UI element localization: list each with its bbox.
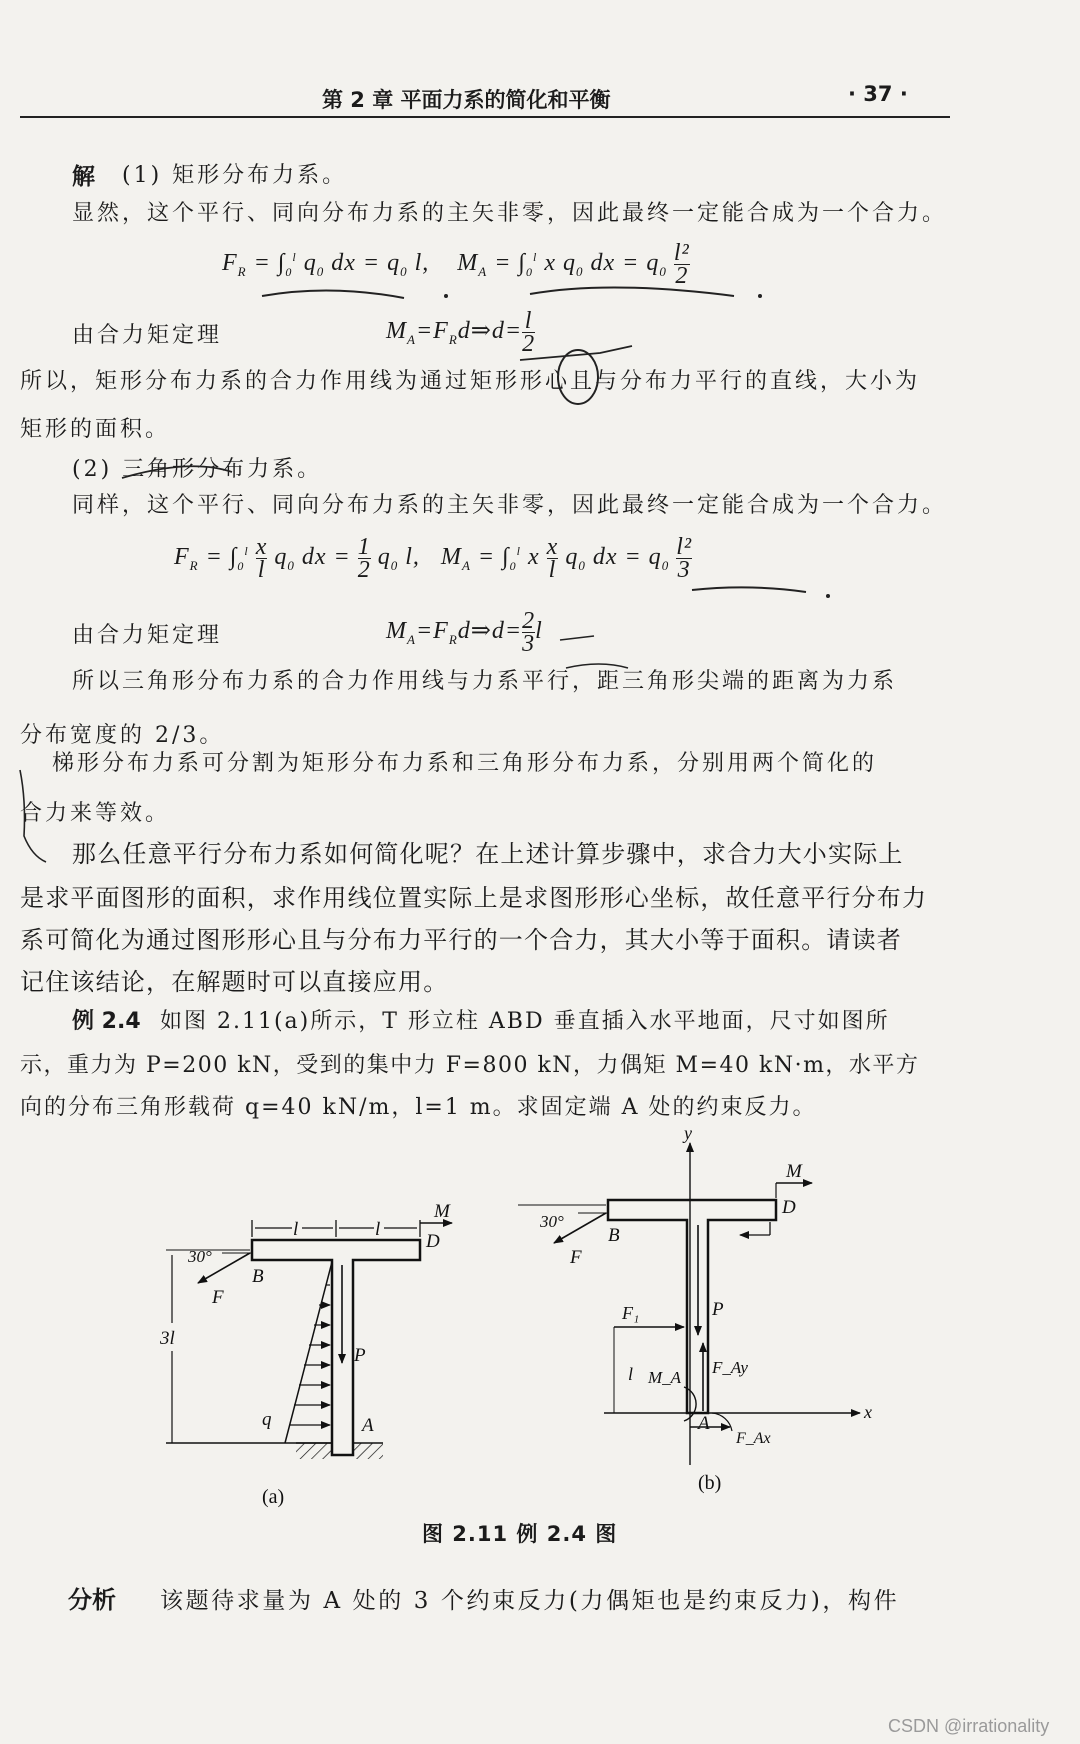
label-FAx: F_Ax [736, 1430, 771, 1447]
paragraph-6c: 系可简化为通过图形形心且与分布力平行的一个合力，其大小等于面积。请读者 [20, 926, 902, 954]
label-M-b: M [786, 1161, 802, 1182]
example-line-3: 向的分布三角形载荷 q=40 kN/m，l=1 m。求固定端 A 处的约束反力。 [20, 1095, 817, 1120]
solution-part-1: (1) 矩形分布力系。 [122, 163, 348, 188]
dim-l-1: l [293, 1219, 299, 1240]
example-line-2: 示，重力为 P=200 kN，受到的集中力 F=800 kN，力偶矩 M=40 kN·m，水平方 [20, 1053, 920, 1078]
paragraph-6d: 记住该结论，在解题时可以直接应用。 [20, 968, 449, 996]
label-A-a: A [362, 1415, 374, 1436]
label-b: (b) [698, 1472, 722, 1494]
label-P-a: P [354, 1345, 366, 1366]
label-F1: F₁ [622, 1303, 640, 1323]
figure-caption: 图 2.11 例 2.4 图 [422, 1522, 618, 1546]
analysis-text: 该题待求量为 A 处的 3 个约束反力(力偶矩也是约束反力)，构件 [160, 1588, 900, 1614]
label-B-a: B [252, 1266, 264, 1287]
solution-heading: 解 [72, 164, 98, 190]
paragraph-5b: 合力来等效。 [20, 801, 171, 826]
example-heading: 例 2.4 [72, 1009, 141, 1034]
csdn-watermark: CSDN @irrationality [888, 1716, 1050, 1736]
label-y: y [684, 1125, 692, 1143]
analysis-heading: 分析 [68, 1586, 116, 1614]
label-F-b: F [570, 1247, 582, 1268]
label-B-b: B [608, 1225, 620, 1246]
label-q: q [262, 1409, 272, 1430]
label-FAy: F_Ay [712, 1358, 748, 1377]
label-P-b: P [712, 1299, 724, 1320]
chapter-title: 第 2 章 平面力系的简化和平衡 [322, 88, 611, 112]
theorem-label-1: 由合力矩定理 [72, 323, 223, 348]
paragraph-6a: 那么任意平行分布力系如何简化呢？在上述计算步骤中，求合力大小实际上 [72, 840, 904, 868]
header-rule [20, 116, 950, 118]
figure-a [159, 1201, 452, 1508]
equation-1: $F_R = \int_0^l$ $q_0$ dx = $q_0$ l, $M_A = \int_0^l$ x $q_0$ dx = $q_0$ $\frac{\text{l²}}{2}$ [222, 240, 690, 289]
paragraph-6b: 是求平面图形的面积，求作用线位置实际上是求图形形心坐标，故任意平行分布力 [20, 884, 928, 912]
paragraph-1: 显然，这个平行、同向分布力系的主矢非零，因此最终一定能合成为一个合力。 [72, 201, 948, 226]
solution-part-2: (2) 三角形分布力系。 [72, 457, 323, 482]
paragraph-5a: 梯形分布力系可分割为矩形分布力系和三角形分布力系，分别用两个简化的 [52, 751, 878, 776]
paragraph-2a: 所以，矩形分布力系的合力作用线为通过矩形形心且与分布力平行的直线，大小为 [20, 369, 921, 394]
label-angle-b: 30° [540, 1212, 564, 1231]
figure-2-11 [0, 1125, 1080, 1555]
equation-2: $M_A=F_Rd\Rightarrow d=$ $\frac{l}{2}$ [386, 308, 536, 357]
t-column-a [252, 1240, 420, 1455]
paragraph-4a: 所以三角形分布力系的合力作用线与力系平行，距三角形尖端的距离为力系 [72, 669, 898, 694]
label-l-b: l [628, 1364, 634, 1384]
label-MA: M_A [648, 1368, 682, 1387]
label-F-a: F [212, 1287, 224, 1308]
equation-4: $M_A=F_Rd\Rightarrow d=$ $\frac{2}{3}$ l [386, 608, 543, 657]
page-number: · 37 · [848, 82, 908, 106]
dim-l-2: l [375, 1219, 381, 1240]
label-D-b: D [782, 1197, 796, 1218]
dim-3l: 3l [160, 1328, 175, 1349]
label-a: (a) [262, 1486, 285, 1508]
paragraph-2b: 矩形的面积。 [20, 417, 171, 442]
label-angle-a: 30° [188, 1247, 212, 1266]
paragraph-4b: 分布宽度的 2/3。 [20, 723, 225, 748]
theorem-label-2: 由合力矩定理 [72, 623, 223, 648]
example-line-1: 如图 2.11(a)所示，T 形立柱 ABD 垂直插入水平地面，尺寸如图所 [160, 1009, 890, 1034]
figure-b [518, 1125, 872, 1494]
paragraph-3: 同样，这个平行、同向分布力系的主矢非零，因此最终一定能合成为一个合力。 [72, 493, 948, 518]
equation-3: $F_R = \int_0^l$ $\frac{x}{l}$ $q_0$ dx = $\frac{1}{2}$ $q_0$ l, $M_A = \int_0^l$ x $\frac{x}{l}$ $q_0$ dx = $q_0$ $\frac{\text{l²}}{3}$ [174, 534, 693, 583]
label-x: x [864, 1402, 872, 1422]
label-D-a: D [426, 1231, 440, 1252]
label-M-a: M [434, 1201, 450, 1222]
label-A-b: A [698, 1413, 710, 1434]
